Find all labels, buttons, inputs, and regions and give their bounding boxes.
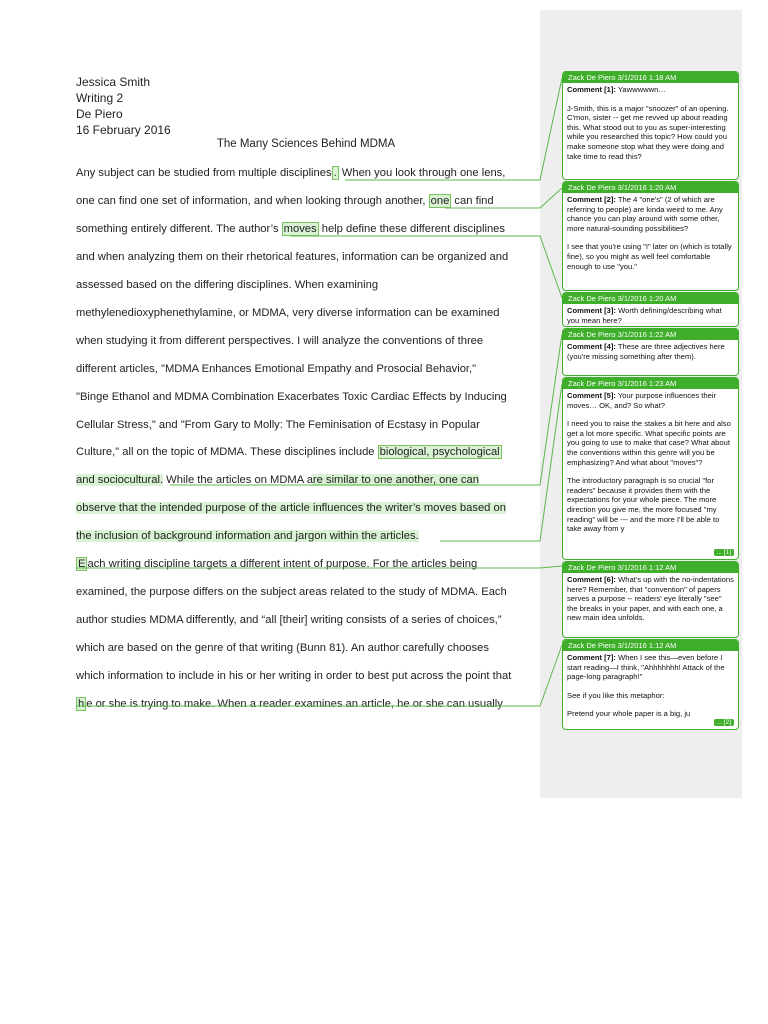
comment-more-button[interactable]: ... [1] — [714, 549, 734, 556]
comment-connector-line — [76, 566, 562, 568]
text-segment: author studies MDMA differently, and “all [their] writing consists of a series of choices,” — [76, 614, 502, 626]
comment-text: The introductory paragraph is so crucial "for readers" because it provides them with the expectations for your whole piece. The more direction you give me, the more focused "my reading" will be --- and the more I'll be able to take away from y — [567, 476, 720, 534]
comment-label: Comment [6]: — [567, 575, 616, 584]
comment-text: Pretend your whole paper is a big, ju — [567, 709, 691, 719]
comment-text: These are three adjectives here (you're missing something after them). — [567, 342, 725, 361]
comment-header: Zack De Piero 3/1/2016 1:22 AM — [563, 329, 738, 340]
paper-date: 16 February 2016 — [76, 123, 171, 137]
text-segment: which information to include in his or her writing in order to best put across the point that — [76, 670, 512, 682]
text-segment: assessed based on the differing disciplines. When examining — [76, 279, 379, 291]
paper-title: The Many Sciences Behind MDMA — [216, 138, 396, 150]
comment-label: Comment [5]: — [567, 391, 616, 400]
comment-label: Comment [4]: — [567, 342, 616, 351]
comment-text: Your purpose influences their moves… OK, and? So what? — [567, 391, 717, 410]
comment-highlight[interactable]: re similar to one another, one can — [312, 474, 479, 486]
comment-header: Zack De Piero 3/1/2016 1:12 AM — [563, 640, 738, 651]
comment-header: Zack De Piero 3/1/2016 1:20 AM — [563, 293, 738, 304]
text-segment: methylenedioxyphenethylamine, or MDMA, very diverse information can be examined — [76, 307, 500, 319]
comment-anchor-highlight[interactable]: E — [78, 558, 86, 570]
comment-text: I need you to raise the stakes a bit here and also get a lot more specific. What specific points are you going to use to make that case? What about the conventions within this genre will you be emphasizing? And what about "moves"? — [567, 419, 731, 467]
course-name: Writing 2 — [76, 91, 124, 105]
comment-connector-line — [345, 78, 562, 180]
text-segment: can find — [451, 195, 494, 207]
comment-connector-line — [170, 334, 562, 485]
comment-text: I see that you're using "I" later on (which is totally fine), so you might as well feel comfortable enough to use "you." — [567, 242, 732, 271]
comment-text: The 4 "one's" (2 of which are referring to people) are kinda weird to me. Any chance you can play around with some other, more natural-sounding possibilities? — [567, 195, 723, 233]
text-segment: something entirely different. The author’s — [76, 223, 282, 235]
text-segment: examined, the purpose differs on the subject areas related to the study of MDMA. Each — [76, 586, 507, 598]
comment-connector-line — [76, 645, 562, 706]
comment-anchor-highlight[interactable]: h — [78, 698, 85, 710]
comment-connector-line — [290, 236, 562, 298]
comment-text: What's up with the no-indentations here? Remember, that "convention" of papers serves a purpose -- readers' eye literally "see" the breaks in your paper, and with each one, a new main idea unfolds. — [567, 575, 734, 623]
comment-header: Zack De Piero 3/1/2016 1:12 AM — [563, 562, 738, 573]
comment-label: Comment [3]: — [567, 306, 616, 315]
comment-highlight[interactable]: and sociocultural. — [76, 474, 164, 486]
comment-text: Worth defining/describing what you mean here? — [567, 306, 722, 325]
text-segment: when studying it from different perspectives. I will analyze the conventions of three — [76, 335, 484, 347]
comment-header: Zack De Piero 3/1/2016 1:18 AM — [563, 72, 738, 83]
comment-label: Comment [7]: — [567, 653, 616, 662]
text-segment: While the articles on MDMA a — [163, 474, 313, 486]
comment-more-button[interactable]: ... [2] — [714, 719, 734, 726]
text-segment: help define these different disciplines — [318, 223, 505, 235]
comment-anchor-highlight[interactable]: one — [430, 195, 450, 207]
comment-text: See if you like this metaphor: — [567, 690, 665, 700]
text-segment: ach writing discipline targets a different intent of purpose. For the articles being — [87, 558, 478, 570]
text-segment: and when analyzing them on their rhetorical features, information can be organized and — [76, 251, 509, 263]
comment-text: When I see this—even before I start reading—I think, "Ahhhhhhh! Attack of the page-long paragraph!" — [567, 653, 725, 682]
text-segment: which are based on the genre of that writing (Bunn 81). An author carefully chooses — [76, 642, 489, 654]
text-segment: "Binge Ethanol and MDMA Combination Exacerbates Toxic Cardiac Effects by Inducing — [76, 391, 507, 403]
text-segment: Cellular Stress," and "From Gary to Molly: The Feminisation of Ecstasy in Popular — [76, 419, 480, 431]
comment-header: Zack De Piero 3/1/2016 1:20 AM — [563, 182, 738, 193]
comment-highlight[interactable]: the inclusion of background information and jargon within the articles. — [76, 530, 419, 542]
comment-label: Comment [1]: — [567, 85, 616, 94]
comment-header: Zack De Piero 3/1/2016 1:23 AM — [563, 378, 738, 389]
comment-anchor-highlight[interactable]: moves — [283, 223, 317, 235]
comment-label: Comment [2]: — [567, 195, 616, 204]
comment-text: J-Smith, this is a major "snoozer" of an opening. C'mon, sister -- get me revved up about reading this. What stood out to you as super-interesting while you researched this topic? How could you make someone stop what they were doing and take time to read this? — [567, 103, 729, 161]
comment-connector-line — [445, 188, 562, 208]
text-segment: one can find one set of information, and when looking through another, — [76, 195, 429, 207]
comment-anchor-highlight[interactable]: . — [333, 167, 337, 179]
text-segment: Culture," all on the topic of MDMA. These disciplines include — [76, 446, 378, 458]
instructor-name: De Piero — [76, 107, 123, 121]
text-segment: When you look through one lens, — [338, 167, 506, 179]
comment-anchor-highlight[interactable]: biological, psychological — [379, 446, 500, 458]
comment-highlight[interactable]: observe that the intended purpose of the article influences the writer’s moves based on — [76, 502, 506, 514]
author-name: Jessica Smith — [76, 75, 151, 89]
text-segment: Any subject can be studied from multiple disciplines — [76, 167, 332, 179]
text-segment: e or she is trying to make. When a reader examines an article, he or she can usually — [86, 698, 503, 710]
comment-text: Yawwwwwn… — [617, 85, 666, 94]
text-segment: different articles, "MDMA Enhances Emotional Empathy and Prosocial Behavior," — [76, 363, 477, 375]
